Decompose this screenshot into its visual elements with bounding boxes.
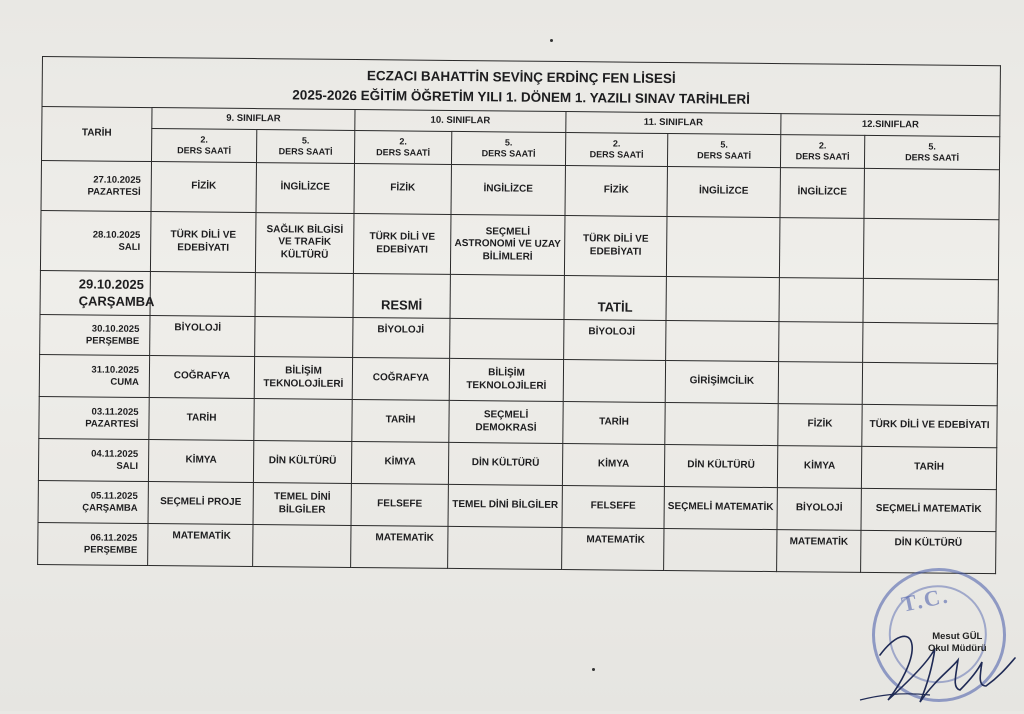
exam-subject-cell — [862, 363, 997, 406]
exam-subject-cell: FİZİK — [778, 404, 862, 447]
exam-date: 30.10.2025 — [91, 323, 140, 335]
exam-subject-cell — [253, 525, 351, 568]
date-cell — [40, 211, 151, 272]
exam-weekday: SALI — [116, 460, 139, 472]
exam-subject-cell: MATEMATİK — [777, 530, 861, 573]
period-number: 2. — [399, 136, 407, 147]
period-2-header — [780, 135, 864, 169]
exam-subject-cell — [666, 217, 780, 278]
exam-subject-cell: MATEMATİK — [351, 526, 448, 569]
period-number: 2. — [612, 138, 621, 149]
school-name: ECZACI BAHATTİN SEVİNÇ ERDİNÇ FEN LİSESİ — [366, 68, 676, 87]
document-title — [42, 57, 1000, 116]
exam-subject-cell: BİYOLOJİ — [150, 316, 255, 357]
exam-subject-cell: RESMİ — [353, 274, 450, 319]
exam-subject-cell: TARİH — [149, 398, 254, 441]
exam-subject-cell: TEMEL DİNİ BİLGİLER — [253, 483, 351, 526]
exam-subject-cell: İNGİLİZCE — [667, 167, 780, 218]
exam-subject-cell: MATEMATİK — [562, 528, 664, 571]
period-number: 5. — [928, 141, 936, 152]
exam-subject-cell — [150, 272, 255, 317]
exam-subject-cell: TÜRK DİLİ VE EDEBİYATI — [564, 216, 667, 277]
exam-subject-cell: GİRİŞİMCİLİK — [665, 361, 778, 404]
period-number: 5. — [504, 137, 513, 148]
exam-subject-cell — [664, 529, 777, 572]
date-cell — [38, 481, 148, 524]
date-cell — [40, 315, 150, 356]
exam-subject-cell: KİMYA — [148, 440, 253, 483]
grade-11-header: 11. SINIFLAR — [566, 112, 781, 135]
exam-subject-cell: TARİH — [563, 402, 665, 445]
exam-weekday: PAZARTESİ — [87, 186, 141, 198]
exam-subject-cell: TEMEL DİNİ BİLGİLER — [448, 485, 562, 528]
exam-subject-cell — [778, 362, 862, 405]
exam-weekday: PERŞEMBE — [83, 544, 138, 556]
exam-subject-cell: BİYOLOJİ — [564, 320, 666, 361]
exam-subject-cell — [779, 278, 863, 323]
exam-schedule-table — [37, 56, 1001, 574]
exam-subject-cell: SEÇMELİ MATEMATİK — [664, 487, 777, 530]
exam-date: 27.10.2025 — [93, 174, 141, 186]
exam-subject-cell: FELSEFE — [562, 486, 664, 529]
period-label: DERS SAATİ — [905, 152, 960, 163]
exam-date: 05.11.2025 — [90, 490, 138, 502]
exam-subject-cell — [863, 323, 998, 364]
exam-subject-cell: BİLİŞİM TEKNOLOJİLERİ — [254, 357, 352, 400]
period-2-header — [354, 131, 451, 165]
exam-subject-cell — [779, 322, 863, 363]
period-5-header — [256, 130, 354, 164]
exam-subject-cell: FELSEFE — [351, 484, 448, 527]
paper-speck — [592, 668, 595, 671]
exam-subject-cell: DİN KÜLTÜRÜ — [448, 443, 562, 486]
period-number: 2. — [818, 140, 827, 151]
period-2-header — [151, 129, 256, 163]
exam-subject-cell: İNGİLİZCE — [780, 168, 864, 219]
exam-subject-cell — [254, 399, 352, 442]
exam-subject-cell: SAĞLIK BİLGİSİ VE TRAFİK KÜLTÜRÜ — [255, 213, 354, 274]
exam-subject-cell — [450, 275, 564, 320]
exam-period-title: 2025-2026 EĞİTİM ÖĞRETİM YILI 1. DÖNEM 1. YAZILI SINAV TARİHLERİ — [292, 86, 751, 107]
exam-subject-cell — [864, 169, 1000, 220]
exam-subject-cell — [448, 527, 562, 570]
exam-subject-cell — [665, 403, 778, 446]
period-5-header — [451, 132, 565, 166]
signer-name: Mesut GÜL — [932, 631, 983, 642]
exam-subject-cell: DİN KÜLTÜRÜ — [253, 441, 351, 484]
date-cell — [38, 523, 148, 566]
exam-subject-cell: KİMYA — [777, 446, 861, 489]
exam-subject-cell: DİN KÜLTÜRÜ — [861, 531, 996, 574]
exam-date: 03.11.2025 — [91, 406, 139, 418]
date-cell — [41, 161, 151, 212]
grade-9-header: 9. SINIFLAR — [152, 108, 355, 131]
exam-subject-cell: KİMYA — [562, 444, 664, 487]
date-cell — [40, 271, 155, 316]
period-number: 5. — [301, 135, 310, 146]
period-label: DERS SAATİ — [795, 151, 850, 162]
paper-speck — [550, 39, 553, 42]
exam-subject-cell — [255, 317, 353, 358]
exam-subject-cell — [863, 279, 998, 324]
exam-subject-cell: İNGİLİZCE — [256, 163, 354, 214]
exam-date: 29.10.2025 — [78, 276, 144, 293]
exam-weekday: PAZARTESİ — [85, 418, 139, 430]
exam-subject-cell: TÜRK DİLİ VE EDEBİYATI — [150, 212, 256, 273]
date-cell — [38, 439, 148, 482]
exam-schedule-document — [37, 56, 1000, 595]
exam-subject-cell: TARİH — [352, 400, 449, 443]
date-column-header: TARİH — [41, 107, 152, 162]
exam-subject-cell: FİZİK — [151, 162, 256, 213]
exam-subject-cell — [255, 273, 353, 318]
exam-subject-cell: SEÇMELİ ASTRONOMİ VE UZAY BİLİMLERİ — [450, 215, 565, 276]
period-5-header — [667, 134, 780, 168]
exam-subject-cell: SEÇMELİ PROJE — [148, 482, 253, 525]
exam-date: 06.11.2025 — [90, 532, 138, 544]
schedule-row — [40, 211, 999, 280]
exam-subject-cell: SEÇMELİ MATEMATİK — [861, 489, 996, 532]
exam-weekday: ÇARŞAMBA — [78, 292, 155, 309]
exam-subject-cell: BİYOLOJİ — [777, 488, 861, 531]
date-cell — [39, 397, 149, 440]
exam-subject-cell: TÜRK DİLİ VE EDEBİYATI — [353, 214, 451, 275]
period-number: 2. — [200, 134, 209, 145]
exam-date: 31.10.2025 — [91, 364, 140, 376]
exam-subject-cell: İNGİLİZCE — [451, 165, 565, 216]
exam-subject-cell: KİMYA — [351, 442, 448, 485]
period-label: DERS SAATİ — [278, 146, 333, 157]
exam-weekday: ÇARŞAMBA — [82, 502, 138, 514]
period-label: DERS SAATİ — [589, 149, 644, 160]
grade-12-header: 12.SINIFLAR — [781, 114, 1000, 137]
signer-title: Okul Müdürü — [928, 642, 987, 654]
exam-subject-cell: MATEMATİK — [148, 524, 253, 567]
exam-subject-cell — [666, 277, 779, 322]
exam-subject-cell — [563, 360, 665, 403]
exam-subject-cell: FİZİK — [565, 166, 667, 217]
exam-subject-cell: SEÇMELİ DEMOKRASİ — [449, 401, 563, 444]
exam-subject-cell — [863, 219, 999, 280]
exam-subject-cell: COĞRAFYA — [352, 358, 449, 401]
exam-date: 04.11.2025 — [91, 448, 139, 460]
period-number: 5. — [720, 139, 728, 150]
exam-subject-cell: BİLİŞİM TEKNOLOJİLERİ — [449, 359, 563, 402]
exam-subject-cell: COĞRAFYA — [149, 356, 254, 399]
schedule-row — [38, 523, 996, 574]
exam-subject-cell — [666, 321, 779, 362]
period-label: DERS SAATİ — [177, 145, 232, 156]
exam-subject-cell: BİYOLOJİ — [353, 318, 450, 359]
exam-weekday: CUMA — [110, 376, 139, 388]
exam-subject-cell: TÜRK DİLİ VE EDEBİYATI — [862, 405, 997, 448]
exam-date: 28.10.2025 — [92, 229, 141, 241]
schedule-row — [41, 161, 999, 220]
exam-weekday: SALI — [118, 241, 141, 253]
period-2-header — [565, 133, 667, 167]
exam-subject-cell: TATİL — [564, 276, 666, 321]
date-cell — [39, 355, 149, 398]
stamp-tc-text: T.C. — [899, 582, 952, 617]
exam-subject-cell: TARİH — [861, 447, 996, 490]
period-label: DERS SAATİ — [481, 148, 536, 159]
exam-subject-cell: FİZİK — [354, 164, 451, 215]
period-5-header — [864, 136, 999, 170]
exam-subject-cell — [779, 218, 864, 279]
exam-subject-cell — [450, 319, 564, 360]
period-label: DERS SAATİ — [376, 147, 431, 158]
exam-subject-cell: DİN KÜLTÜRÜ — [664, 445, 777, 488]
grade-10-header: 10. SINIFLAR — [355, 110, 566, 133]
signer-block — [928, 631, 987, 655]
period-label: DERS SAATİ — [697, 150, 752, 161]
exam-weekday: PERŞEMBE — [85, 335, 140, 347]
